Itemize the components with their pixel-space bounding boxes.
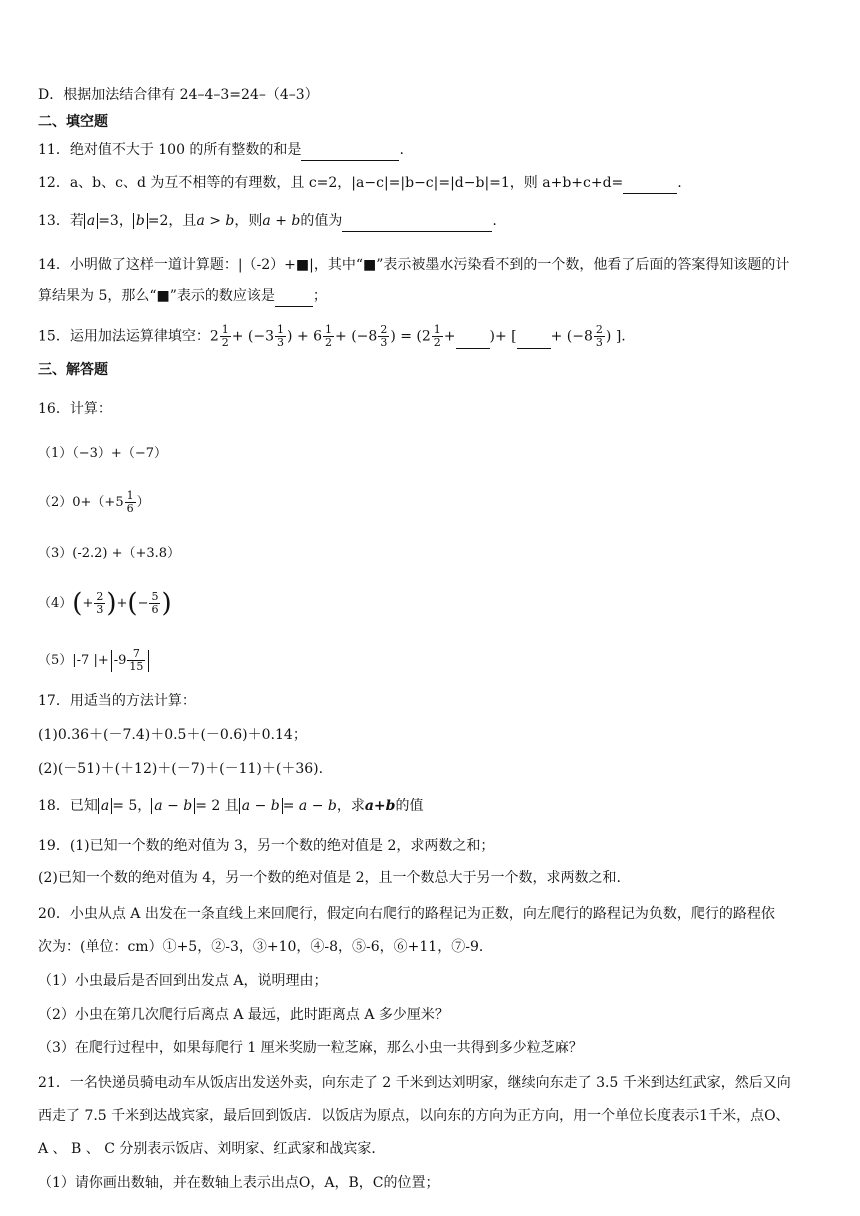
q13-abs-b: b	[133, 213, 148, 229]
q13-pre: 13．若	[38, 213, 84, 229]
q11-answer-blank[interactable]	[301, 144, 399, 161]
q13-eq2: =2，且	[147, 213, 197, 229]
q15-fraction-two-thirds-2	[594, 324, 605, 349]
q16-part5-fraction	[127, 648, 145, 673]
q15-term-1: 2	[209, 328, 219, 345]
q21-line2-text: 西走了 7.5 千米到达战宾家，最后回到饭店．以饭店为原点，以向东的方向为正方向，用一个单位长度表示1千米，点O、	[38, 1108, 790, 1124]
question-21-line-1	[38, 1072, 830, 1094]
q15-frac-num: 2	[595, 323, 603, 336]
q20-part3-text: （3）在爬行过程中，如果每爬行 1 厘米奖励一粒芝麻，那么小虫一共得到多少粒芝麻？	[38, 1040, 583, 1056]
q16-part2-num: 1	[126, 489, 134, 502]
q16-part4-fraction-b	[149, 591, 160, 616]
q15-fraction-two-thirds-1	[378, 324, 389, 349]
question-16-title	[38, 398, 830, 420]
q15-term-2: + (−3	[231, 328, 275, 345]
question-21-part-1	[38, 1172, 830, 1194]
q15-frac-den: 2	[325, 336, 333, 349]
q12-tail: .	[677, 175, 682, 191]
q16-part2-post: ）	[136, 495, 150, 510]
section-answer-title	[38, 359, 830, 381]
q14-tail: ；	[312, 288, 327, 304]
q13-answer-blank[interactable]	[342, 215, 492, 232]
q18-eq3: = a − b	[282, 798, 337, 814]
q16-part4-plus: +	[116, 596, 128, 611]
q21-line1-text: 21．一名快递员骑电动车从饭店出发送外卖，向东走了 2 千米到达刘明家，继续向东走了 3.5 千米到达红武家，然后又向	[38, 1075, 791, 1091]
q15-term-3: ) + 6	[287, 328, 323, 345]
q15-fraction-half-1	[220, 324, 231, 349]
question-21-line-2	[38, 1105, 830, 1127]
q11-tail: .	[399, 142, 404, 158]
q15-term-7: )+ [	[489, 328, 517, 345]
question-16-part-5	[38, 648, 830, 673]
q17-part1-text: (1)0.36＋(－7.4)＋0.5＋(－0.6)＋0.14；	[38, 727, 307, 743]
q16-part5-pre: （5）|-7 |+	[38, 653, 109, 668]
question-20-line-2	[38, 936, 830, 958]
q18-expression: a+b	[364, 798, 396, 814]
q13-expression: a + b	[262, 213, 301, 229]
q15-fraction-half-3	[432, 324, 443, 349]
q13-tail: .	[492, 213, 497, 229]
question-19-part-1	[38, 835, 830, 857]
q15-frac-den: 3	[277, 336, 285, 349]
q16-part4-paren-close-2: )	[161, 588, 172, 619]
question-14-line-1	[38, 254, 830, 276]
question-20-part-3	[38, 1037, 830, 1059]
q17-title-text: 17．用适当的方法计算：	[38, 693, 196, 709]
q12-text: 12．a、b、c、d 为互不相等的有理数，且 c=2，|a−c|=|b−c|=|d−b|=1，则 a+b+c+d=	[38, 175, 624, 191]
q15-term-4: + (−8	[335, 328, 378, 345]
q18-pre: 18．已知	[38, 798, 98, 814]
q15-fraction-half-2	[323, 324, 334, 349]
q15-term-9: ) ].	[605, 328, 626, 345]
q14-answer-blank[interactable]	[275, 290, 313, 307]
q18-mid: ，求	[336, 798, 365, 814]
q18-abs-a-minus-b: a − b	[151, 798, 195, 814]
q13-post: 的值为	[300, 213, 343, 229]
q16-part4-paren-open-1: (	[72, 588, 83, 619]
q15-frac-num: 1	[221, 323, 229, 336]
q18-eq1: = 5，	[112, 798, 152, 814]
section-fill-in-label: 二、填空题	[38, 114, 108, 130]
q16-part4-fraction-a	[94, 591, 105, 616]
q21-part1-text: （1）请你画出数轴，并在数轴上表示出点O，A，B，C的位置；	[38, 1175, 440, 1191]
q20-line2-text: 次为：(单位：cm）①+5，②-3，③+10，④-8，⑤-6，⑥+11，⑦-9．	[38, 939, 493, 955]
q18-eq2: = 2 且	[195, 798, 239, 814]
q15-frac-num: 1	[325, 323, 333, 336]
q11-text: 11．绝对值不大于 100 的所有整数的和是	[38, 142, 302, 158]
q15-fraction-third	[275, 324, 286, 349]
question-20-part-2	[38, 1004, 830, 1026]
q20-part2-text: （2）小虫在第几次爬行后离点 A 最远，此时距离点 A 多少厘米？	[38, 1007, 449, 1023]
q15-term-6: +	[443, 328, 456, 345]
q16-part5-den: 15	[129, 660, 144, 673]
q12-answer-blank[interactable]	[623, 177, 677, 194]
q13-condition: a > b	[196, 213, 235, 229]
q16-part4-den-a: 3	[96, 603, 104, 616]
question-20-part-1	[38, 970, 830, 992]
q16-part5-abs-close	[148, 650, 149, 672]
q15-frac-den: 3	[595, 336, 603, 349]
q16-part5-int: -9	[113, 653, 127, 668]
q13-eq1: =3，	[98, 213, 133, 229]
q19-part1-text: 19．(1)已知一个数的绝对值为 3，另一个数的绝对值是 2，求两数之和；	[38, 838, 495, 854]
q15-frac-den: 2	[221, 336, 229, 349]
q15-frac-num: 1	[433, 323, 441, 336]
q14-line1-text: 14．小明做了这样一道计算题：|（-2）+■|，其中“■”表示被墨水污染看不到的一个数，他看了后面的答案得知该题的计	[38, 257, 790, 273]
question-13	[38, 210, 830, 232]
question-21-line-3	[38, 1138, 830, 1160]
q16-part4-pre: （4）	[38, 596, 73, 611]
q18-post: 的值	[395, 798, 424, 814]
q13-mid: ，则	[234, 213, 263, 229]
q16-part4-num-a: 2	[96, 590, 104, 603]
question-16-part-4	[38, 588, 830, 619]
section-fill-in-title	[38, 111, 830, 133]
q16-part2-pre: （2）0+（+5	[38, 495, 124, 510]
q14-line2-text: 算结果为 5，那么“■”表示的数应该是	[38, 288, 275, 304]
section-answer-label: 三、解答题	[38, 362, 108, 378]
q15-answer-blank-1[interactable]	[456, 332, 490, 349]
q16-part4-paren-open-2: (	[127, 588, 138, 619]
q16-part4-num-b: 5	[151, 590, 159, 603]
question-16-part-3	[38, 543, 830, 565]
q15-answer-blank-2[interactable]	[517, 332, 551, 349]
question-16-part-1	[38, 443, 830, 465]
q10-option-d-text: D．根据加法结合律有 24–4–3=24–（4–3）	[38, 87, 319, 103]
question-18	[38, 795, 830, 817]
question-17-title	[38, 690, 830, 712]
q21-line3-text: A 、 B 、 C 分别表示饭店、刘明家、红武家和战宾家．	[38, 1141, 386, 1157]
question-15	[38, 324, 830, 349]
q15-pre: 15．运用加法运算律填空：	[38, 328, 210, 345]
q15-frac-den: 3	[380, 336, 388, 349]
question-17-part-1	[38, 724, 830, 746]
q15-frac-den: 2	[433, 336, 441, 349]
q20-line1-text: 20．小虫从点 A 出发在一条直线上来回爬行，假定向右爬行的路程记为正数，向左爬行的路程记为负数，爬行的路程依	[38, 906, 775, 922]
q17-part2-text: (2)(－51)＋(＋12)＋(－7)＋(－11)＋(＋36).	[38, 761, 324, 777]
question-20-line-1	[38, 903, 830, 925]
q13-abs-a: a	[84, 213, 98, 229]
question-17-part-2	[38, 758, 830, 780]
q15-term-8: + (−8	[550, 328, 593, 345]
q16-part4-den-b: 6	[151, 603, 159, 616]
q16-part2-den: 6	[126, 502, 134, 515]
q15-frac-num: 2	[380, 323, 388, 336]
q16-part5-abs-open	[111, 650, 112, 672]
q16-part1-text: （1）（−3）+（−7）	[38, 446, 167, 461]
question-14-line-2	[38, 285, 830, 307]
q18-abs-a-minus-b-2: a − b	[239, 798, 283, 814]
question-11	[38, 139, 830, 161]
question-12	[38, 172, 830, 194]
q18-abs-a: a	[98, 798, 112, 814]
q16-part4-sign-a: +	[82, 596, 94, 611]
q16-part2-fraction	[125, 490, 136, 515]
q16-part3-text: （3）(-2.2) +（+3.8）	[38, 546, 181, 561]
q16-part5-num: 7	[127, 648, 145, 661]
q19-part2-text: (2)已知一个数的绝对值为 4，另一个数的绝对值是 2，且一个数总大于另一个数，求两数之和.	[38, 870, 621, 886]
q16-part4-paren-close-1: )	[106, 588, 117, 619]
q16-part4-sign-b: −	[137, 596, 149, 611]
q15-term-5: ) = (2	[390, 328, 431, 345]
q16-title-text: 16．计算：	[38, 401, 112, 417]
q20-part1-text: （1）小虫最后是否回到出发点 A，说明理由；	[38, 973, 328, 989]
q10-option-d	[38, 84, 830, 106]
question-16-part-2	[38, 490, 830, 515]
q15-frac-num: 1	[277, 323, 285, 336]
question-19-part-2	[38, 867, 830, 889]
